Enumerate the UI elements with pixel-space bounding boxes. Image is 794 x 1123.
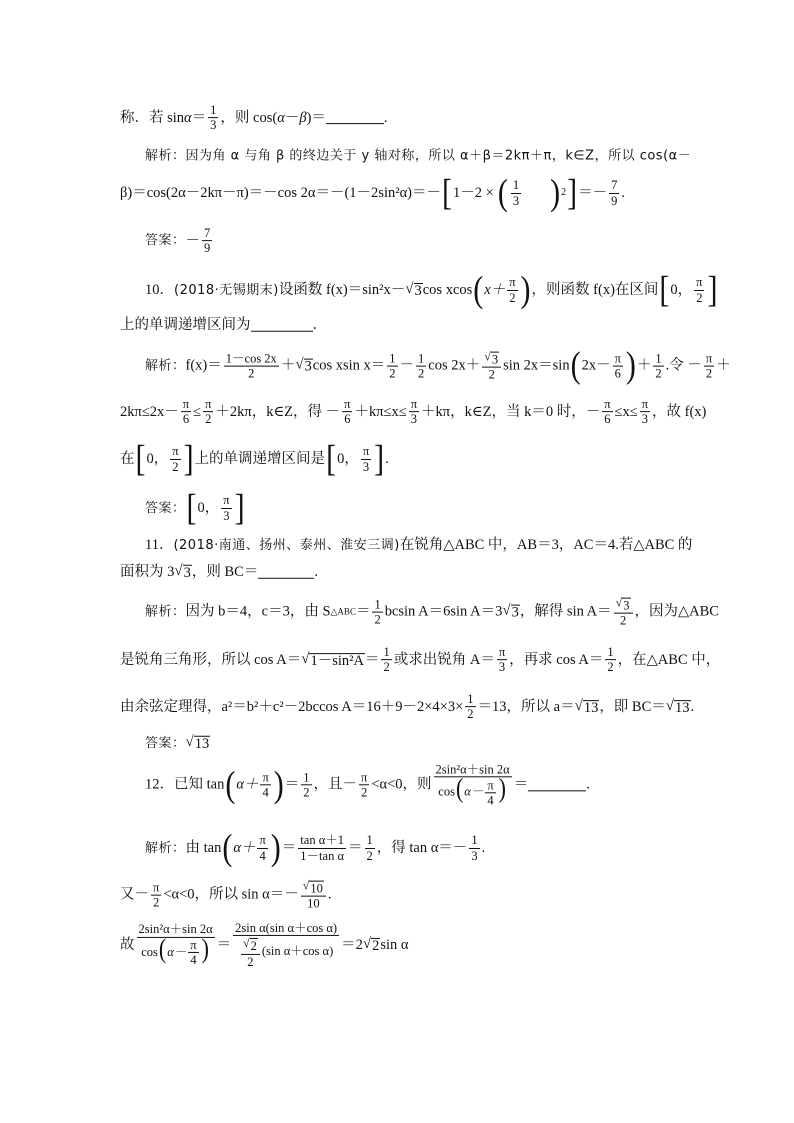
question-number: 12． xyxy=(145,776,174,793)
analysis-label: 解析： xyxy=(145,148,186,164)
answer-label: 答案： xyxy=(145,500,186,516)
answer-blank xyxy=(251,319,313,332)
question-number: 10． xyxy=(145,281,174,298)
answer-blank xyxy=(528,779,586,792)
answer-blank xyxy=(258,566,314,579)
document-page: 称．若 sin α ＝ $\frac{1}{3}$ ，则 cos( α － β )＝ . 解析： 因为角 α 与角 β 的终边关于 y 轴对称，所以 α＋β＝2kπ＋π，k∈Z，所以 cos(α－ β)＝cos(2α－2kπ－π)＝－cos 2α＝－(1－2sin²α)＝－ [ 1－2 × ( $\frac{1}{3}$ ) 2 ] ＝ － $\frac{7}{9}$ . 答案： － $\frac{7}{9}$ 10． (2018·无锡期末) 设函数 f(x)＝sin²x－ √ 3 cos xcos ( x＋ $\frac{\pi}{2}$ ) ，则函数 f(x)在区间 [ 0， $\frac{\pi}{2}$ ] 上的单调递增区间为 ． 解析： f(x)＝ $\frac{1-\cos 2x}{2}$ ＋ √ 3 cos xsin x＝ $\frac{1}{2}$ － $\frac{1}{2}$ cos 2x＋ √ 3 2 sin 2x＝sin ( 2x－ $\frac{\pi}{6}$ ) ＋ $\frac{1}{2}$ .令 － $\frac{\pi}{2}$ ＋ 2kπ≤2x－ $\frac{\pi}{6}$ ≤ $\frac{\pi}{2}$ ＋2kπ，k∈Z，得 － $\frac{\pi}{6}$ ＋kπ≤x≤ $\frac{\pi}{3}$ ＋kπ，k∈Z，当 k＝0 时，－ $\frac{\pi}{6}$ ≤x≤ $\frac{\pi}{3}$ ，故 f(x) 在 [ 0， $\frac{\pi}{2}$ ] 上的单调递增区间是 [ 0， $\frac{\pi}{3}$ ] . 答案： [ 0， $\frac{\pi}{3}$ ] 11． (2018·南通、扬州、泰州、淮安三调) 在锐角△ABC 中，AB＝3，AC＝4.若△ABC 的 面积为 3 √ 3 ，则 BC＝ . 解析： 因为 b＝4，c＝3，由 S △ABC ＝ $\frac{1}{2}$ bcsin A＝6sin A＝3 √ 3 ，解得 sin A＝ √ 3 2 ，因为△ABC 是锐角三角形，所以 cos A＝ √ 1－sin²A ＝ $\frac{1}{2}$ 或求出锐角 A＝ $\frac{\pi}{3}$ ，再求 cos A＝ $\frac{1}{2}$ ，在△ABC 中， 由余弦定理得，a²＝b²＋c²－2bccos A＝16＋9－2×4×3× $\frac{1}{2}$ ＝13，所以 a＝ √ 13 ，即 BC＝ √ 13 . 答案： √ 13 12． 已知 tan ( α＋ $\frac{\pi}{4}$ ) ＝ $\frac{1}{2}$ ，且－ $\frac{\pi}{2}$ <α<0，则 2sin²α＋sin 2α cos(α－ $\frac{\pi}{4}$ ) ＝ . 解析： 由 tan ( α＋ $\frac{\pi}{4}$ ) ＝ $\frac{\text{tan α＋1}}{\text{1－tan α}}$ ＝ $\frac{1}{2}$ ，得 tan α＝－ $\frac{1}{3}$ . 又－ $\frac{\pi}{2}$ <α<0，所以 sin α＝－ √ 10 10 . 故 2sin²α＋sin 2α cos(α－ $\frac{\pi}{4}$ ) ＝ 2sin α(sin α＋cos α) √ 2 2 (sin α＋cos α) ＝2 √ 2 sin α xyxy=(120,103,731,969)
question-source: (2018·无锡期末) xyxy=(174,282,279,298)
answer-label: 答案： xyxy=(145,735,186,751)
prev-question-text: 称．若 sin xyxy=(120,109,185,126)
answer-value: $\frac{7}{9}$ xyxy=(204,226,211,256)
question-number: 11． xyxy=(145,536,174,553)
answer-value: √ 13 xyxy=(185,733,210,752)
answer-blank xyxy=(326,112,384,125)
analysis-label: 解析： xyxy=(145,358,186,374)
question-source: (2018·南通、扬州、泰州、淮安三调) xyxy=(173,537,400,553)
analysis-text: 因为角 α 与角 β 的终边关于 y 轴对称，所以 α＋β＝2kπ＋π，k∈Z，所以 cos(α－ xyxy=(185,148,692,164)
analysis-label: 解析： xyxy=(145,840,186,856)
answer-label: 答案： xyxy=(145,233,186,249)
fraction-one-third: $\frac{1}{3}$ xyxy=(210,103,217,133)
fraction-seven-ninths: $\frac{7}{9}$ xyxy=(611,178,618,208)
analysis-label: 解析： xyxy=(145,604,186,620)
fraction-one-third: $\frac{1}{3}$ xyxy=(512,178,520,208)
